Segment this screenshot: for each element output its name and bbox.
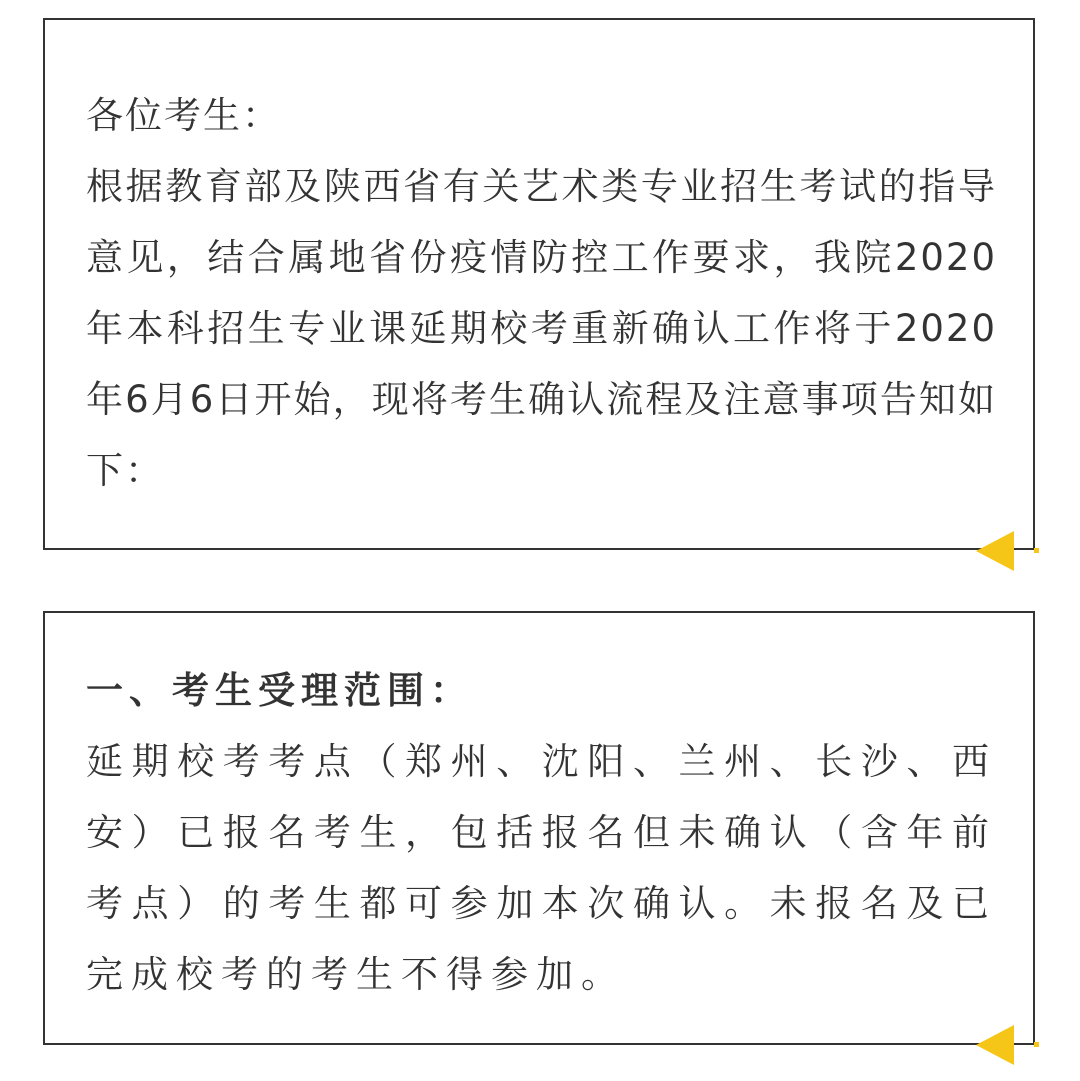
intro-paragraph: 根据教育部及陕西省有关艺术类专业招生考试的指导意见，结合属地省份疫情防控工作要求，我院2020年本科招生专业课延期校考重新确认工作将于2020年6月6日开始，现将考生确认流程及注意事项告知如下： xyxy=(86,165,997,492)
triangle-marker-icon xyxy=(976,531,1014,571)
notice-intro-box xyxy=(43,18,1035,550)
section-paragraph: 延期校考考点（郑州、沈阳、兰州、长沙、西安）已报名考生，包括报名但未确认（含年前考点）的考生都可参加本次确认。未报名及已完成校考的考生不得参加。 xyxy=(86,740,997,996)
section-title: 一、考生受理范围： xyxy=(86,669,473,712)
marker-dot xyxy=(1034,1042,1039,1047)
section-scope-box xyxy=(43,611,1035,1045)
notice-intro-content xyxy=(86,80,997,506)
triangle-marker-icon xyxy=(976,1025,1014,1065)
section-scope-content xyxy=(86,655,997,1010)
marker-dot xyxy=(1034,548,1039,553)
greeting: 各位考生： xyxy=(86,94,281,137)
